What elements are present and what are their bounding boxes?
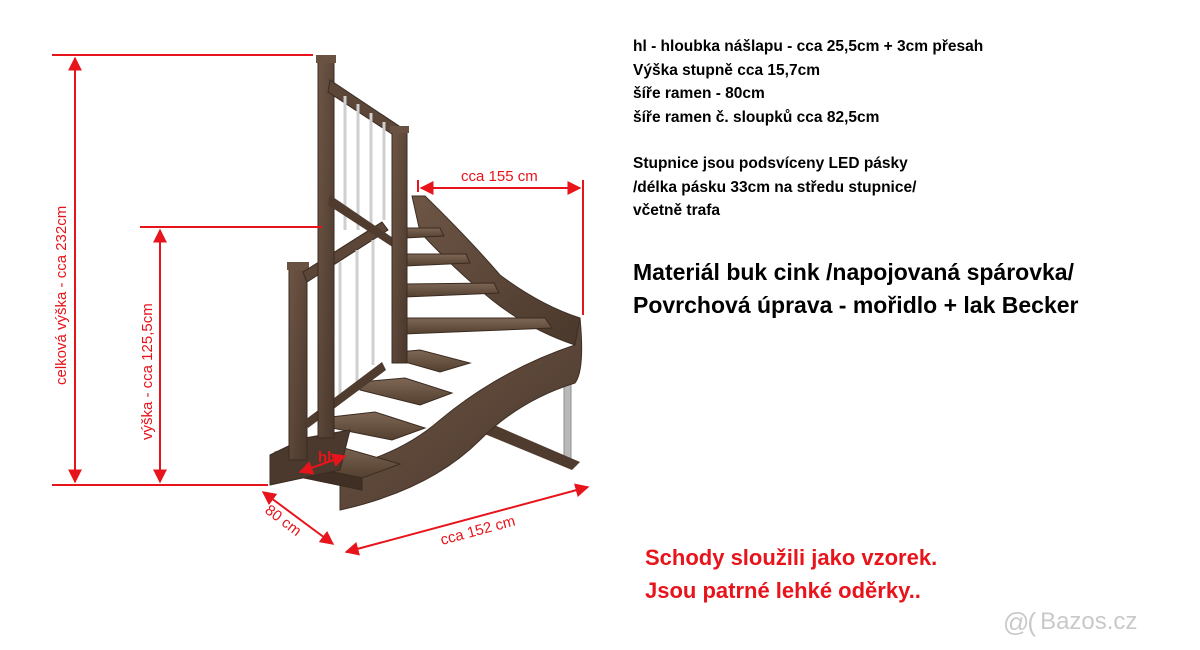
tread — [405, 283, 499, 297]
spec-flight-width-posts: šíře ramen č. sloupků cca 82,5cm — [633, 108, 880, 126]
note-sample: Schody sloužili jako vzorek. — [645, 545, 938, 570]
note-scratches: Jsou patrné lehké oděrky.. — [645, 578, 921, 603]
spec-flight-width: šíře ramen - 80cm — [633, 85, 765, 102]
lower-newel-post — [289, 265, 307, 460]
tread-depth-label: hl — [318, 449, 332, 466]
spec-led-length: /délka pásku 33cm na středu stupnice/ — [633, 178, 917, 196]
bazos-logo-icon: @( — [1003, 606, 1035, 637]
material-finish: Povrchová úprava - mořidlo + lak Becker — [633, 292, 1079, 318]
upper-newel-cap — [316, 55, 336, 63]
tread — [360, 378, 452, 405]
spec-transformer: včetně trafa — [633, 202, 721, 219]
spec-led-lighting: Stupnice jsou podsvíceny LED pásky — [633, 155, 908, 172]
spec-tread-depth: hl - hloubka nášlapu - cca 25,5cm + 3cm přesah — [633, 38, 984, 55]
bazos-watermark-text: Bazos.cz — [1040, 608, 1138, 635]
tread — [405, 228, 444, 238]
top-newel-cap — [390, 126, 409, 133]
spec-step-height: Výška stupně cca 15,7cm — [633, 61, 820, 79]
bottom-length-label: cca 152 cm — [438, 512, 518, 549]
tread — [398, 350, 470, 372]
tread — [404, 318, 552, 334]
top-newel-post — [392, 128, 407, 363]
material-block — [633, 256, 1193, 322]
upper-newel-post — [318, 58, 334, 438]
condition-note — [645, 541, 1145, 607]
material-wood: Materiál buk cink /napojovaná spárovka/ — [633, 259, 1074, 285]
side-width-label: 80 cm — [261, 501, 305, 540]
bazos-watermark — [1003, 605, 1137, 639]
spec-spacer — [633, 129, 1153, 152]
top-width-label: cca 155 cm — [461, 168, 538, 185]
staircase-illustration — [270, 55, 582, 510]
lower-newel-cap — [287, 262, 309, 270]
height-label: výška - cca 125,5cm — [139, 303, 156, 440]
total-height-label: celková výška - cca 232cm — [53, 205, 70, 385]
specifications-block — [633, 35, 1153, 223]
